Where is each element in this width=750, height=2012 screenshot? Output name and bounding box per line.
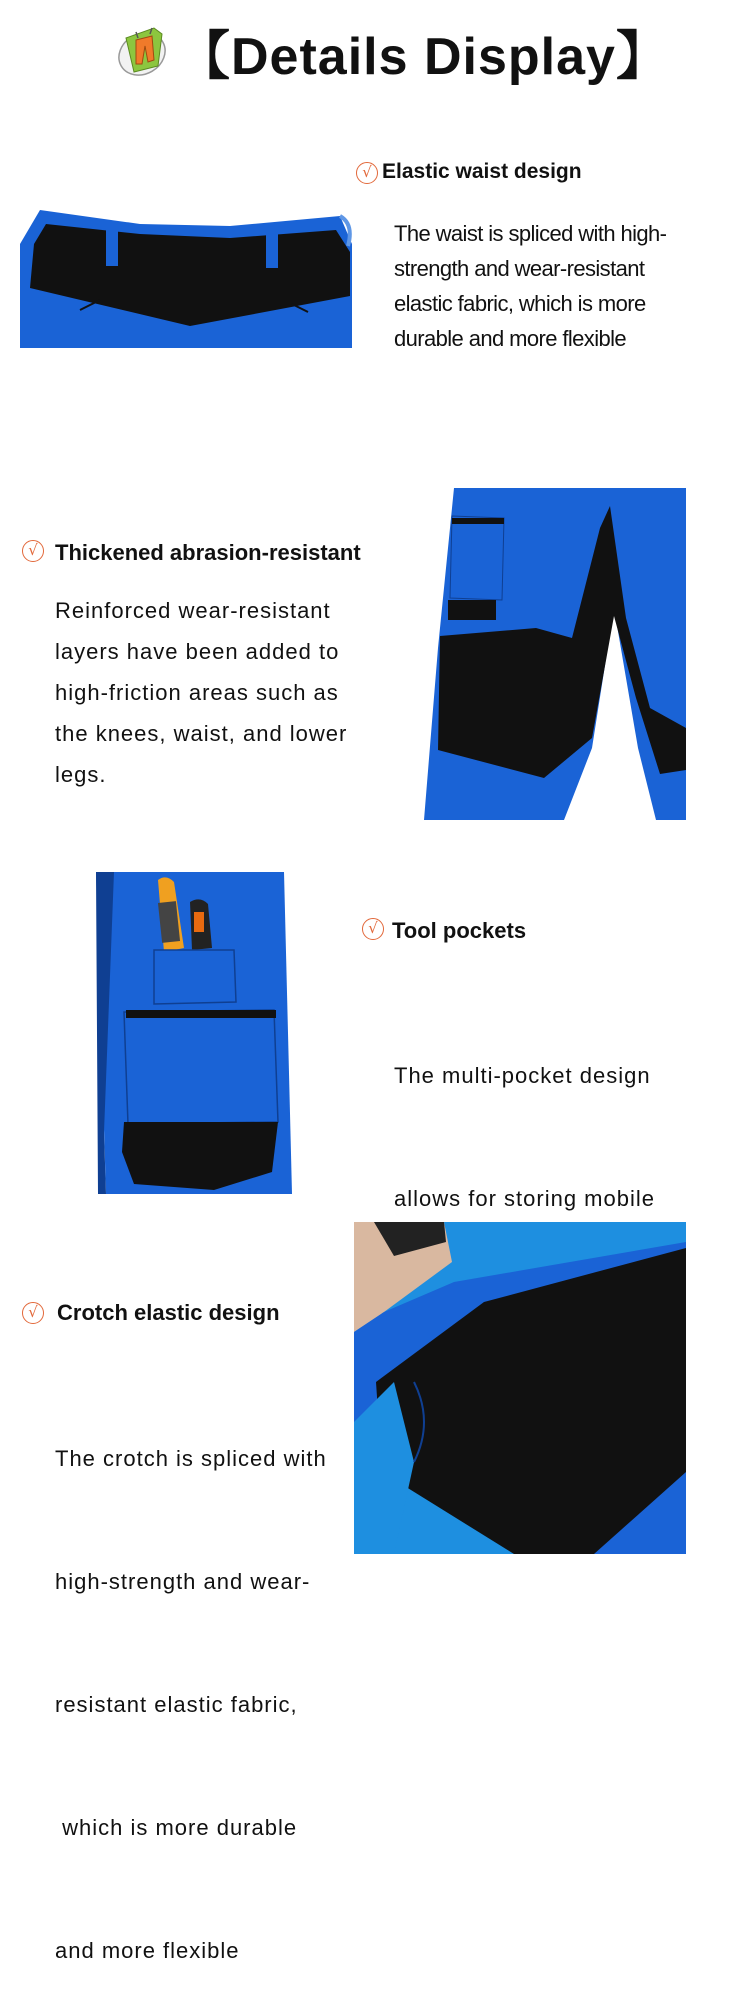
crotch-photo xyxy=(354,1222,686,1554)
section-heading-crotch: Crotch elastic design xyxy=(57,1300,280,1325)
knee-photo xyxy=(424,488,686,820)
check-icon: √ xyxy=(356,162,378,184)
section-text-crotch: The crotch is spliced with high-strength and wear- resistant elastic fabric, which is more durable and more flexible xyxy=(55,1446,327,1963)
check-icon: √ xyxy=(22,540,44,562)
section-text-tool-pockets: The multi-pocket design allows for storing mobile xyxy=(394,1063,655,1211)
check-icon: √ xyxy=(362,918,384,940)
section-heading-tool-pockets: Tool pockets xyxy=(392,918,527,943)
check-icon: √ xyxy=(22,1302,44,1324)
section-heading-abrasion: Thickened abrasion-resistant xyxy=(55,540,361,565)
section-text-abrasion: Reinforced wear-resistant layers have been added to high-friction areas such as the knees, waist, and lower legs. xyxy=(55,598,348,787)
tool-pocket-photo xyxy=(94,872,294,1194)
section-heading-waist: Elastic waist design xyxy=(382,160,582,183)
waist-photo xyxy=(20,204,352,348)
page-title: 【Details Display】 xyxy=(178,28,669,86)
brand-logo-icon xyxy=(112,20,176,84)
section-text-waist: The waist is spliced with high- strength and wear-resistant elastic fabric, which is more durable and more flexible xyxy=(394,221,667,351)
